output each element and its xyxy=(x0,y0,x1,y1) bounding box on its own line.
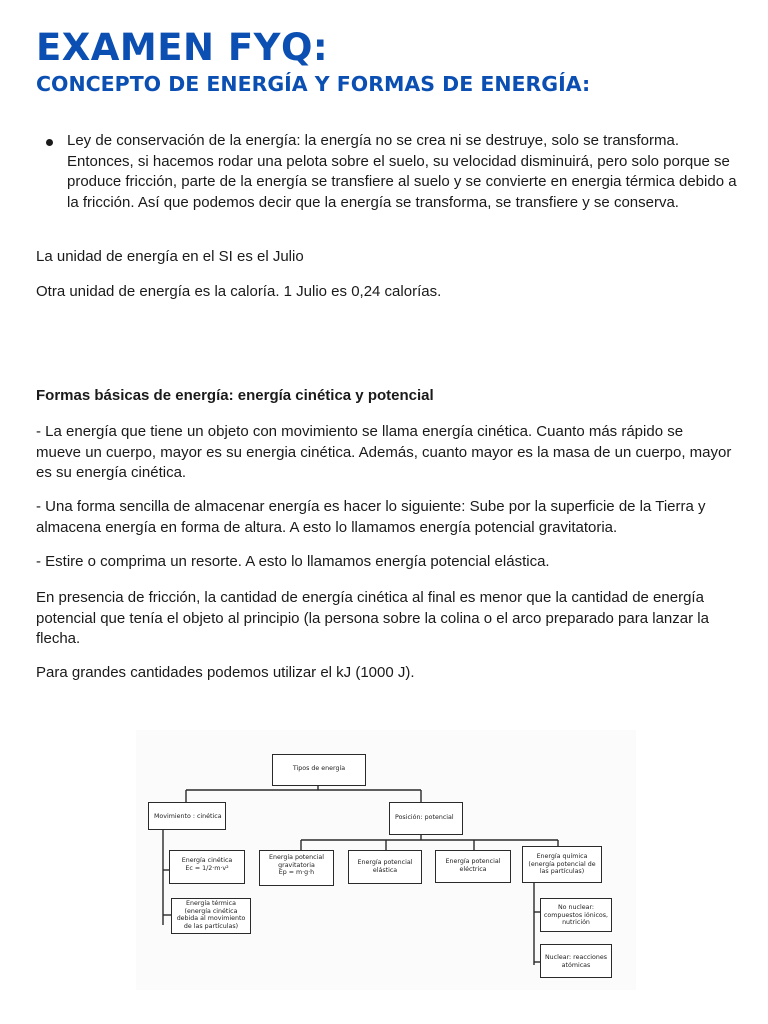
box-energia-termica: Energía térmica (energía cinética debida al movimiento de las partículas) xyxy=(171,898,251,934)
energy-types-diagram xyxy=(136,730,636,990)
box-potencial-gravitatoria: Energía potencial gravitatoria Ep = m·g·h xyxy=(259,850,334,886)
bullet-text: Ley de conservación de la energía: la energía no se crea ni se destruye, solo se transforma. Entonces, si hacemos rodar una pelota sobre el suelo, su velocidad disminuirá, pero solo porque se produce fricción, parte de la energía se transfiere al suelo y se convierte en energia térmica debido a la fricción. Así que podemos decir que la energía se transforma, se transfiere y se conserva. xyxy=(67,132,737,211)
paragraph-unidad: La unidad de energía en el SI es el Julio xyxy=(36,248,304,265)
box-nuclear: Nuclear: reacciones atómicas xyxy=(540,944,612,978)
paragraph-gravitatoria: - Una forma sencilla de almacenar energía es hacer lo siguiente: Sube por la superficie de la Tierra y almacena energía en forma de altura. A esto lo llamamos energía potencial gravitatoria. xyxy=(36,498,706,536)
box-no-nuclear: No nuclear: compuestos iónicos, nutrición xyxy=(540,898,612,932)
paragraph-cinetica: - La energía que tiene un objeto con movimiento se llama energía cinética. Cuanto más rápido se mueve un cuerpo, mayor es su energia cinética. Además, cuanto mayor es la masa de un cuerpo, mayor es su energía cinética. xyxy=(36,423,732,481)
box-potencial-electrica: Energía potencial eléctrica xyxy=(435,850,511,883)
box-movimiento-cinetica: Movimiento : cinética xyxy=(148,802,226,830)
box-tipos-de-energia: Tipos de energía xyxy=(272,754,366,786)
page-subtitle: CONCEPTO DE ENERGÍA Y FORMAS DE ENERGÍA: xyxy=(36,72,591,96)
box-potencial-elastica: Energía potencial elástica xyxy=(348,850,422,884)
box-posicion-potencial: Posición: potencial xyxy=(389,802,463,835)
box-energia-cinetica: Energía cinética Ec = 1/2·m·v² xyxy=(169,850,245,884)
section-heading: Formas básicas de energía: energía cinética y potencial xyxy=(36,387,434,404)
paragraph-caloria: Otra unidad de energía es la caloría. 1 Julio es 0,24 calorías. xyxy=(36,283,442,300)
paragraph-friccion: En presencia de fricción, la cantidad de energía cinética al final es menor que la cantidad de energía potencial que tenía el objeto al principio (la persona sobre la colina o el arco preparado para lanzar la flecha. xyxy=(36,589,709,647)
box-energia-quimica: Energía química (energía potencial de las partículas) xyxy=(522,846,602,883)
paragraph-kj: Para grandes cantidades podemos utilizar el kJ (1000 J). xyxy=(36,664,415,681)
paragraph-elastica: - Estire o comprima un resorte. A esto lo llamamos energía potencial elástica. xyxy=(36,553,550,570)
bullet-item xyxy=(36,131,736,213)
bullet-dot-icon xyxy=(46,139,53,146)
page-title: EXAMEN FYQ: xyxy=(36,26,329,69)
